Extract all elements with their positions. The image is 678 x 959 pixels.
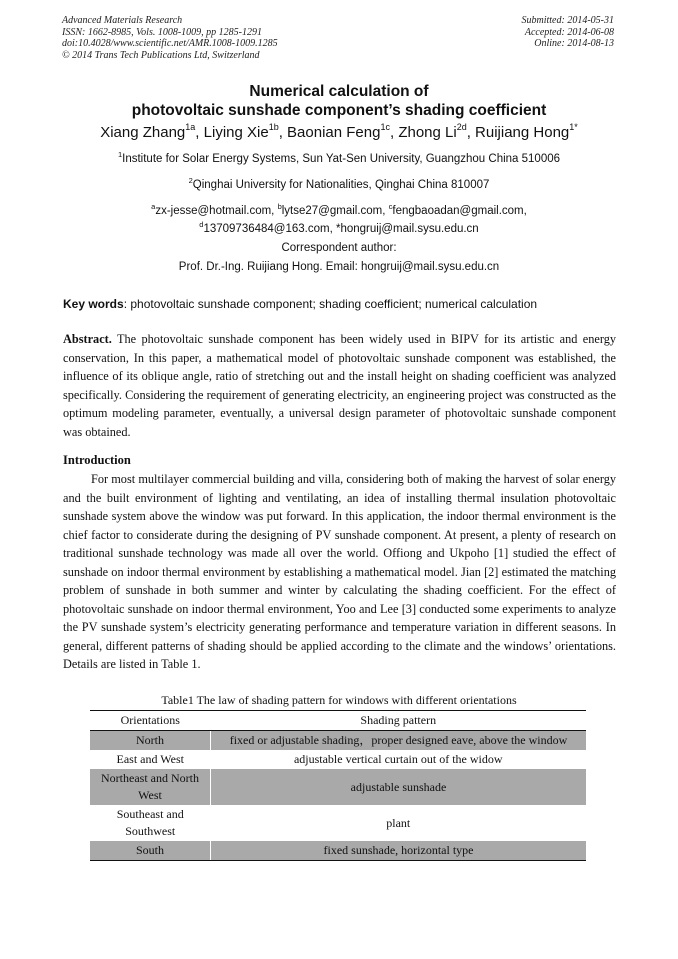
pattern-cell: plant <box>386 815 411 830</box>
introduction-paragraph: For most multilayer commercial building and villa, considering both of making the harvest of solar energy and the built environment of lighting and ventilating, an idea of installing thermal insulation photovoltaic sunshade system above the window was put forward. In this application, the indoor thermal environment is the chief factor to considerate during the designing of PV sunshade component. At present, a plenty of research on traditional sunshade technology was made all over the world. Offiong and Ukpoho [1] studied the effect of sunshade on indoor thermal environment by establishing a mathematical model. Jian [2] estimated the matching problem of sunshade in both summer and winter by calculating the shading coefficient. For the effect of photovoltaic sunshade on indoor thermal environment, Yoo and Lee [3] conducted some experiments to analyze the PV sunshade system’s electricity generating performance and temperature variation in different seasons. In general, different patterns of shading should be applied according to the climate and the windows’ orientations. Details are listed in Table 1. <box>63 472 616 671</box>
keywords <box>63 297 623 312</box>
email-b: lytse27@gmail.com, <box>281 205 389 217</box>
keywords-text: : photovoltaic sunshade component; shading coefficient; numerical calculation <box>123 297 538 311</box>
affiliation-2-text: Qinghai University for Nationalities, Qinghai China 810007 <box>192 179 490 191</box>
author-name: Xiang Zhang <box>100 124 186 141</box>
email-d-sup: d <box>199 220 204 229</box>
affiliation-2 <box>0 177 678 193</box>
abstract <box>63 330 616 441</box>
email-line-1 <box>0 203 678 219</box>
journal-doi: doi:10.4028/www.scientific.net/AMR.1008-1009.1285 <box>62 38 278 49</box>
author-sup: 1* <box>569 122 578 132</box>
shading-pattern-table <box>90 710 586 861</box>
author-sup: 2d <box>456 122 467 132</box>
correspondent-info: Prof. Dr.-Ing. Ruijiang Hong. Email: hongruij@mail.sysu.edu.cn <box>178 261 500 273</box>
email-line-2 <box>0 221 678 237</box>
journal-header <box>62 15 278 61</box>
table-row <box>90 805 586 841</box>
table-caption: Table1 The law of shading pattern for windows with different orientations <box>161 693 517 707</box>
affiliation-1-text: Institute for Solar Energy Systems, Sun Yat-Sen University, Guangzhou China 510006 <box>122 153 561 165</box>
title-line-2: photovoltaic sunshade component’s shading coefficient <box>131 102 547 119</box>
keywords-label: Key words <box>63 297 124 311</box>
table-row <box>90 750 586 769</box>
author-sup: 1c <box>380 122 390 132</box>
author-name: Zhong Li <box>398 124 457 141</box>
author-name: Liying Xie <box>203 124 269 141</box>
abstract-label: Abstract. <box>63 332 112 346</box>
paper-title <box>0 82 678 120</box>
title-line-1: Numerical calculation of <box>249 83 429 100</box>
orientation-cell: North <box>90 731 211 751</box>
author-name: Ruijiang Hong <box>475 124 570 141</box>
email-a-sup: a <box>151 202 156 211</box>
author-sup: 1b <box>268 122 279 132</box>
dates-header <box>522 15 615 50</box>
affiliation-1-sup: 1 <box>117 150 123 159</box>
pattern-cell: adjustable sunshade <box>211 769 587 805</box>
orientation-cell: Northeast and North West <box>90 769 211 805</box>
abstract-text: The photovoltaic sunshade component has been widely used in BIPV for its artistic and energy conservation, In this paper, a mathematical model of photovoltaic sunshade component was established, the influence of its oblique angle, ratio of stretching out and the install height on shading coefficient was analyzed specifically. Considering the requirement of generating electricity, an engineering project was constructed as the optimum modeling parameter, eventually, a universal design parameter of photovoltaic sunshade component was obtained. <box>63 332 616 439</box>
orientation-cell: South <box>90 841 211 861</box>
email-c-sup: c <box>388 202 393 211</box>
pattern-cell: fixed or adjustable shading，proper designed eave, above the window <box>211 731 587 751</box>
pattern-cell: adjustable vertical curtain out of the widow <box>293 752 503 766</box>
table-row <box>90 769 586 805</box>
author-name: Baonian Feng <box>287 124 381 141</box>
journal-name: Advanced Materials Research <box>62 15 183 26</box>
orientation-cell: East and West <box>116 752 184 766</box>
introduction-heading: Introduction <box>63 453 131 467</box>
email-c: fengbaoadan@gmail.com, <box>392 205 527 217</box>
table-row <box>90 731 586 751</box>
author-sep: , <box>466 124 476 141</box>
online-date: Online: 2014-08-13 <box>534 38 614 49</box>
author-sep: , <box>278 124 288 141</box>
header-orientations: Orientations <box>90 711 211 731</box>
orientation-cell: Southeast and Southwest <box>116 807 184 838</box>
affiliation-1 <box>0 151 678 167</box>
author-sep: , <box>389 124 399 141</box>
journal-issn: ISSN: 1662-8985, Vols. 1008-1009, pp 1285-1291 <box>62 26 262 38</box>
author-list <box>0 124 678 142</box>
email-d: 13709736484@163.com, *hongruij@mail.sysu.edu.cn <box>203 223 479 235</box>
email-a: zx-jesse@hotmail.com, <box>155 205 278 217</box>
affiliation-2-sup: 2 <box>188 176 193 185</box>
author-sup: 1a <box>185 122 196 132</box>
correspondent-label: Correspondent author: <box>281 242 397 254</box>
pattern-cell: fixed sunshade, horizontal type <box>211 841 587 861</box>
header-shading-pattern: Shading pattern <box>211 711 587 731</box>
author-sep: , <box>195 124 204 141</box>
accepted-date: Accepted: 2014-06-08 <box>524 26 614 38</box>
email-b-sup: b <box>277 202 282 211</box>
table-row <box>90 841 586 861</box>
journal-copyright: © 2014 Trans Tech Publications Ltd, Switzerland <box>62 49 260 61</box>
table-header-row <box>90 711 586 731</box>
submitted-date: Submitted: 2014-05-31 <box>521 15 614 26</box>
